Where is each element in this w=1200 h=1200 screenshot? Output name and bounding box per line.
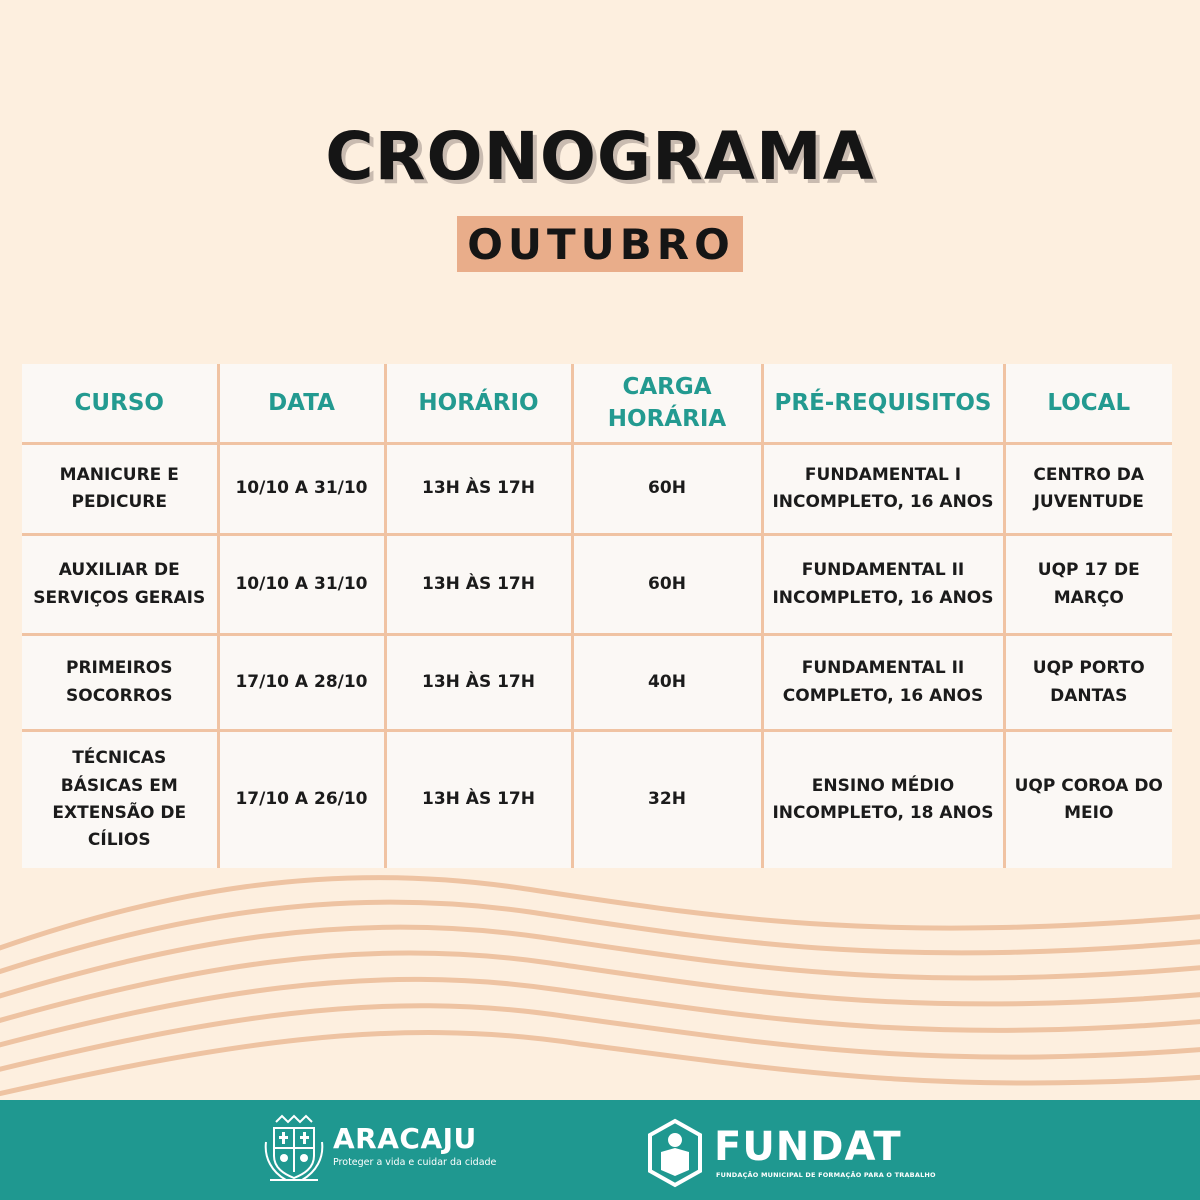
cell-horario: 13H ÀS 17H xyxy=(385,444,572,535)
cell-curso: PRIMEIROS SOCORROS xyxy=(22,635,218,731)
column-header-local: LOCAL xyxy=(1004,364,1172,444)
table-row xyxy=(22,731,1172,868)
page-title: CRONOGRAMA xyxy=(325,118,875,195)
fundat-subtitle: FUNDAÇÃO MUNICIPAL DE FORMAÇÃO PARA O TRABALHO xyxy=(716,1171,936,1179)
table-row xyxy=(22,444,1172,535)
cell-curso: AUXILIAR DE SERVIÇOS GERAIS xyxy=(22,535,218,635)
month-label: OUTUBRO xyxy=(457,216,743,272)
cell-local: UQP COROA DO MEIO xyxy=(1004,731,1172,868)
column-header-carga: CARGA HORÁRIA xyxy=(572,364,762,444)
cell-local: UQP PORTO DANTAS xyxy=(1004,635,1172,731)
table-header-row xyxy=(22,364,1172,444)
cell-requisitos: FUNDAMENTAL I INCOMPLETO, 16 ANOS xyxy=(762,444,1004,535)
aracaju-logo-text: ARACAJU xyxy=(333,1122,477,1155)
cell-local: UQP 17 DE MARÇO xyxy=(1004,535,1172,635)
cell-data: 10/10 A 31/10 xyxy=(218,444,385,535)
fundat-hexagon-icon xyxy=(646,1118,704,1188)
cell-carga: 60H xyxy=(572,535,762,635)
cell-requisitos: FUNDAMENTAL II COMPLETO, 16 ANOS xyxy=(762,635,1004,731)
fundat-logo-text: FUNDAT xyxy=(714,1124,902,1170)
cell-horario: 13H ÀS 17H xyxy=(385,731,572,868)
aracaju-coat-of-arms-icon xyxy=(262,1112,326,1186)
cell-local: CENTRO DA JUVENTUDE xyxy=(1004,444,1172,535)
cell-carga: 40H xyxy=(572,635,762,731)
footer-bar xyxy=(0,1100,1200,1200)
table-row xyxy=(22,535,1172,635)
cell-curso: TÉCNICAS BÁSICAS EM EXTENSÃO DE CÍLIOS xyxy=(22,731,218,868)
cell-data: 17/10 A 28/10 xyxy=(218,635,385,731)
cell-requisitos: ENSINO MÉDIO INCOMPLETO, 18 ANOS xyxy=(762,731,1004,868)
cell-carga: 32H xyxy=(572,731,762,868)
cell-data: 17/10 A 26/10 xyxy=(218,731,385,868)
cell-requisitos: FUNDAMENTAL II INCOMPLETO, 16 ANOS xyxy=(762,535,1004,635)
column-header-requisitos: PRÉ-REQUISITOS xyxy=(762,364,1004,444)
schedule-table xyxy=(22,364,1172,868)
decorative-waves xyxy=(0,860,1200,1100)
cell-carga: 60H xyxy=(572,444,762,535)
table-row xyxy=(22,635,1172,731)
cell-horario: 13H ÀS 17H xyxy=(385,535,572,635)
aracaju-tagline: Proteger a vida e cuidar da cidade xyxy=(333,1157,497,1168)
cell-data: 10/10 A 31/10 xyxy=(218,535,385,635)
column-header-curso: CURSO xyxy=(22,364,218,444)
column-header-data: DATA xyxy=(218,364,385,444)
column-header-horario: HORÁRIO xyxy=(385,364,572,444)
cell-horario: 13H ÀS 17H xyxy=(385,635,572,731)
cell-curso: MANICURE E PEDICURE xyxy=(22,444,218,535)
